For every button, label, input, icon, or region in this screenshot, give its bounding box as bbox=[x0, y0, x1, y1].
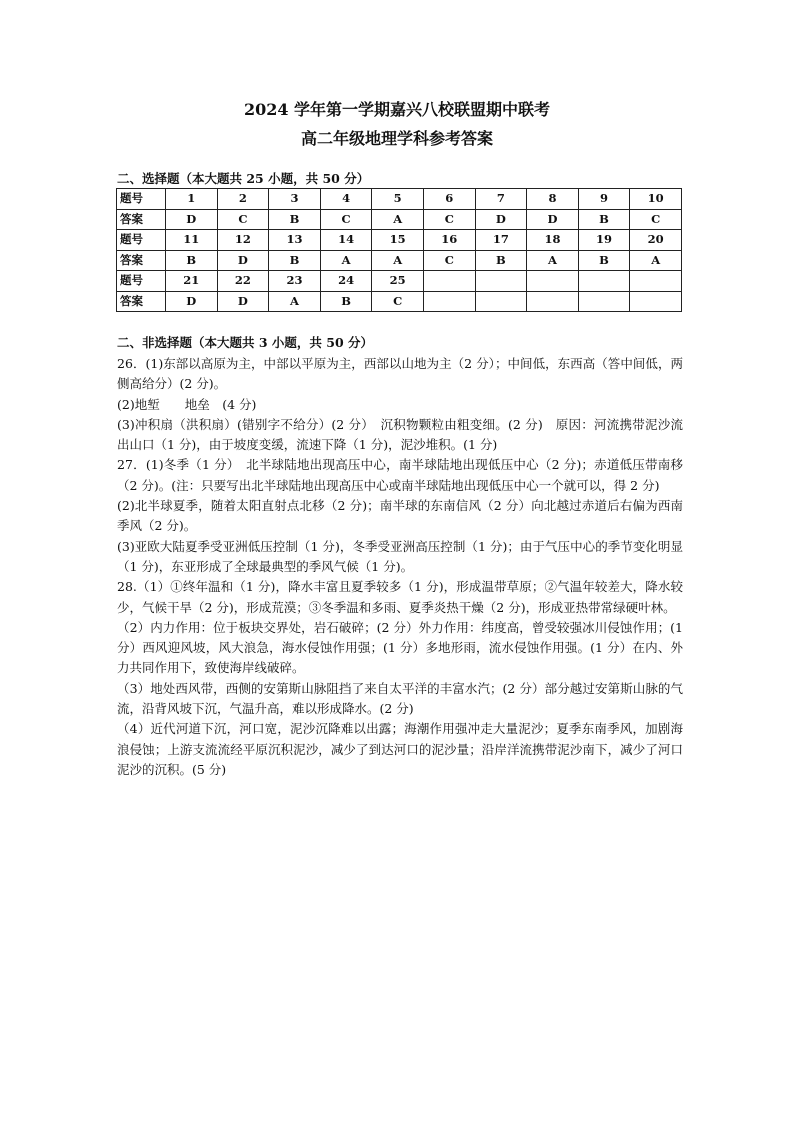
answer-cell: B bbox=[578, 250, 630, 271]
question-number: 16 bbox=[423, 230, 475, 251]
question-number: 23 bbox=[269, 271, 321, 292]
answer-paragraph-26-1: 26．(1)东部以高原为主，中部以平原为主，西部以山地为主（2 分）；中间低，东西高（答中间低，两侧高给分）(2 分)。 bbox=[117, 356, 683, 392]
question-number: 5 bbox=[372, 189, 424, 210]
answer-cell: C bbox=[217, 209, 269, 230]
answer-paragraph-28-1: 28.（1）①终年温和（1 分)，降水丰富且夏季较多（1 分)，形成温带草原；②气温年较差大，降水较少，气候干旱（2 分)，形成荒漠；③冬季温和多雨、夏季炎热干燥（2 分)，形成亚热带常绿硬叶林。 bbox=[117, 579, 683, 615]
document-subtitle: 高二年级地理学科参考答案 bbox=[300, 129, 493, 148]
answer-cell: D bbox=[217, 291, 269, 312]
row-label: 答案 bbox=[117, 291, 166, 312]
answer-cell: D bbox=[475, 209, 527, 230]
empty-cell bbox=[527, 271, 579, 292]
question-number: 24 bbox=[320, 271, 372, 292]
answer-cell: B bbox=[475, 250, 527, 271]
question-number: 22 bbox=[217, 271, 269, 292]
question-number: 9 bbox=[578, 189, 630, 210]
empty-cell bbox=[630, 271, 682, 292]
answer-cell: A bbox=[320, 250, 372, 271]
empty-cell bbox=[475, 291, 527, 312]
question-number: 14 bbox=[320, 230, 372, 251]
answer-cell: D bbox=[217, 250, 269, 271]
row-label: 答案 bbox=[117, 250, 166, 271]
table-row-answers-2 bbox=[117, 250, 682, 271]
document-title: 2024 学年第一学期嘉兴八校联盟期中联考 bbox=[243, 100, 551, 119]
question-number: 17 bbox=[475, 230, 527, 251]
answer-cell: C bbox=[372, 291, 424, 312]
answer-paragraph-27-1: 27．(1)冬季（1 分） 北半球陆地出现高压中心，南半球陆地出现低压中心（2 分)；赤道低压带南移（2 分)。(注：只要写出北半球陆地出现高压中心或南半球陆地出现低压中心一个就可以，得 2 分) bbox=[117, 457, 683, 493]
question-number: 25 bbox=[372, 271, 424, 292]
answer-cell: A bbox=[630, 250, 682, 271]
question-number: 11 bbox=[166, 230, 218, 251]
answer-cell: B bbox=[166, 250, 218, 271]
question-number: 7 bbox=[475, 189, 527, 210]
answer-cell: B bbox=[269, 209, 321, 230]
empty-cell bbox=[578, 291, 630, 312]
row-label: 题号 bbox=[117, 230, 166, 251]
answer-cell: D bbox=[527, 209, 579, 230]
answer-cell: C bbox=[423, 250, 475, 271]
empty-cell bbox=[423, 271, 475, 292]
answer-body bbox=[117, 354, 683, 780]
answer-paragraph-28-3: （3）地处西风带，西侧的安第斯山脉阻挡了来自太平洋的丰富水汽；(2 分）部分越过安第斯山脉的气流，沿背风坡下沉，气温升高，难以形成降水。(2 分) bbox=[117, 680, 683, 717]
answer-cell: B bbox=[269, 250, 321, 271]
question-number: 6 bbox=[423, 189, 475, 210]
table-row-questions-1 bbox=[117, 189, 682, 210]
answer-cell: A bbox=[372, 250, 424, 271]
question-number: 21 bbox=[166, 271, 218, 292]
row-label: 题号 bbox=[117, 189, 166, 210]
question-number: 1 bbox=[166, 189, 218, 210]
answer-cell: D bbox=[166, 291, 218, 312]
question-number: 12 bbox=[217, 230, 269, 251]
answer-paragraph-28-4: （4）近代河道下沉，河口宽，泥沙沉降难以出露；海潮作用强冲走大量泥沙；夏季东南季风，加剧海浪侵蚀；上游支流流经平原沉积泥沙，减少了到达河口的泥沙量；沿岸洋流携带泥沙南下，减少了河口泥沙的沉积。(5 分) bbox=[117, 721, 683, 777]
answer-cell: B bbox=[578, 209, 630, 230]
question-number: 20 bbox=[630, 230, 682, 251]
empty-cell bbox=[527, 291, 579, 312]
question-number: 2 bbox=[217, 189, 269, 210]
answer-table bbox=[116, 188, 682, 312]
section-open-title: 二、非选择题（本大题共 3 小题，共 50 分） bbox=[117, 335, 374, 350]
answer-cell: C bbox=[320, 209, 372, 230]
answer-cell: A bbox=[527, 250, 579, 271]
empty-cell bbox=[578, 271, 630, 292]
answer-cell: C bbox=[630, 209, 682, 230]
empty-cell bbox=[630, 291, 682, 312]
answer-cell: D bbox=[166, 209, 218, 230]
question-number: 15 bbox=[372, 230, 424, 251]
answer-cell: B bbox=[320, 291, 372, 312]
answer-paragraph-27-3: (3)亚欧大陆夏季受亚洲低压控制（1 分)，冬季受亚洲高压控制（1 分)；由于气压中心的季节变化明显（1 分)，东亚形成了全球最典型的季风气候（1 分)。 bbox=[117, 538, 683, 574]
section-choice-title: 二、选择题（本大题共 25 小题，共 50 分） bbox=[117, 171, 370, 186]
table-row-answers-3 bbox=[117, 291, 682, 312]
table-row-questions-2 bbox=[117, 230, 682, 251]
question-number: 10 bbox=[630, 189, 682, 210]
table-row-answers-1 bbox=[117, 209, 682, 230]
table-row-questions-3 bbox=[117, 271, 682, 292]
question-number: 3 bbox=[269, 189, 321, 210]
question-number: 8 bbox=[527, 189, 579, 210]
answer-cell: A bbox=[372, 209, 424, 230]
answer-paragraph-26-2: (2)地堑 地垒 (4 分) bbox=[117, 396, 257, 412]
empty-cell bbox=[423, 291, 475, 312]
row-label: 题号 bbox=[117, 271, 166, 292]
question-number: 13 bbox=[269, 230, 321, 251]
answer-paragraph-26-3: (3)冲积扇（洪积扇）(错别字不给分）(2 分） 沉积物颗粒由粗变细。(2 分) 原因：河流携带泥沙流出山口（1 分)，由于坡度变缓，流速下降（1 分)，泥沙堆积。(1 分) bbox=[117, 416, 683, 453]
question-number: 19 bbox=[578, 230, 630, 251]
answer-cell: A bbox=[269, 291, 321, 312]
question-number: 18 bbox=[527, 230, 579, 251]
answer-paragraph-28-2: （2）内力作用：位于板块交界处，岩石破碎；(2 分）外力作用：纬度高，曾受较强冰川侵蚀作用；(1 分）西风迎风坡，风大浪急，海水侵蚀作用强；(1 分）多地形雨，流水侵蚀作用强。(1 分）在内、外力共同作用下，致使海岸线破碎。 bbox=[117, 619, 683, 676]
question-number: 4 bbox=[320, 189, 372, 210]
answer-cell: C bbox=[423, 209, 475, 230]
empty-cell bbox=[475, 271, 527, 292]
row-label: 答案 bbox=[117, 209, 166, 230]
answer-paragraph-27-2: (2)北半球夏季，随着太阳直射点北移（2 分)；南半球的东南信风（2 分）向北越过赤道后右偏为西南季风（2 分)。 bbox=[117, 498, 683, 534]
